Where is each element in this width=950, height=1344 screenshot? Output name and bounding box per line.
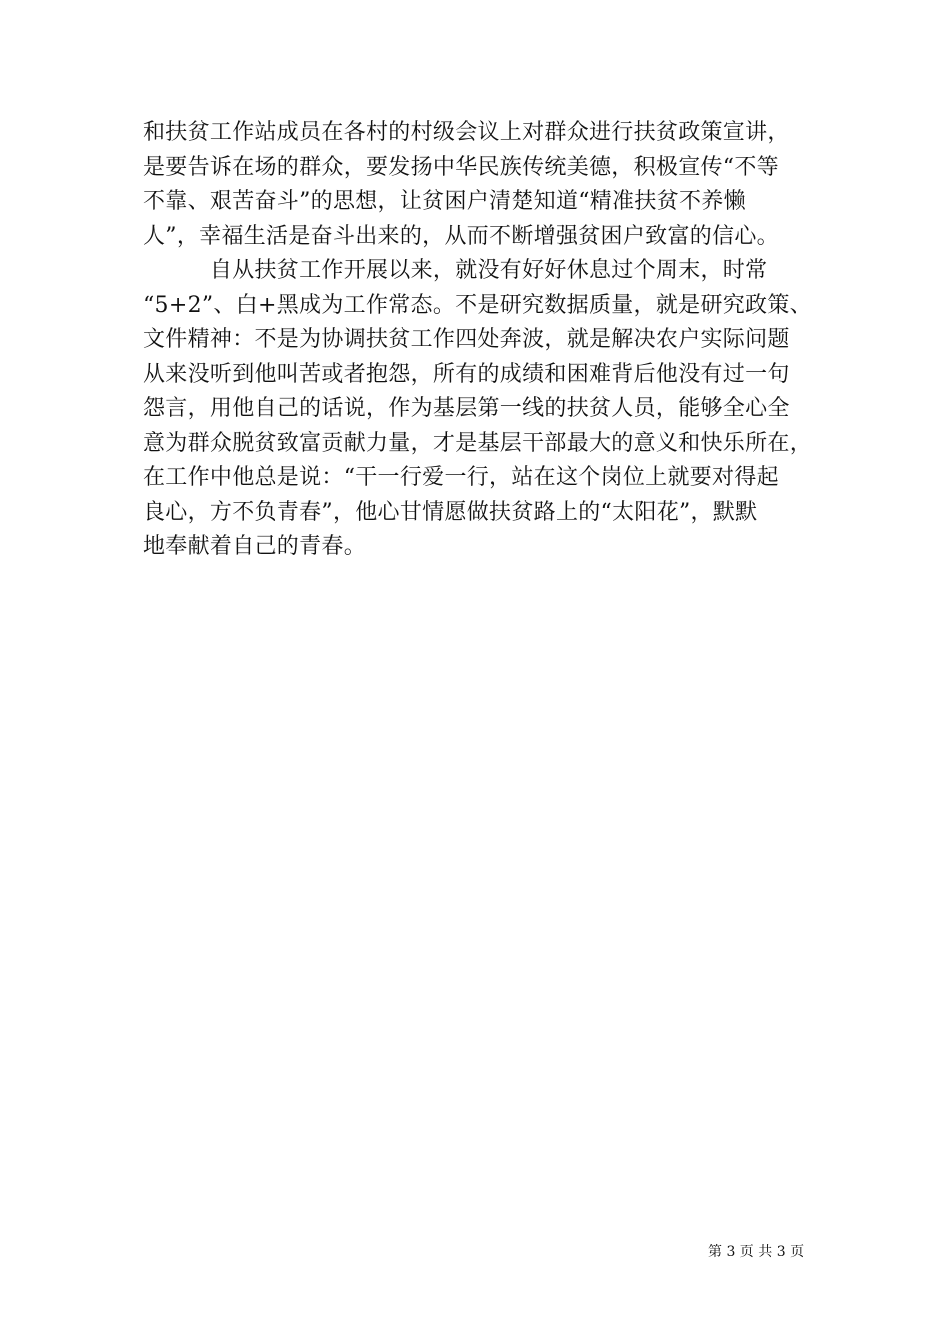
page-number: 第 3 页 共 3 页 [708, 1244, 805, 1260]
text-line: 地奉献着自己的青春。 [143, 534, 367, 559]
text-line: 良心，方不负青春”，他心甘情愿做扶贫路上的“太阳花”，默默 [143, 499, 758, 525]
text-line: 怨言，用他自己的话说，作为基层第一线的扶贫人员，能够全心全 [143, 396, 790, 421]
text-line: 是要告诉在场的群众，要发扬中华民族传统美德，积极宣传“不等 [143, 154, 779, 180]
text-line: “5+2”、白+黑成为工作常态。不是研究数据质量，就是研究政策、 [143, 292, 812, 318]
text-line: 意为群众脱贫致富贡献力量，才是基层干部最大的意义和快乐所在， [143, 430, 813, 456]
text-line: 文件精神：不是为协调扶贫工作四处奔波，就是解决农户实际问题 [143, 327, 790, 352]
text-line: 人”，幸福生活是奋斗出来的，从而不断增强贫困户致富的信心。 [143, 223, 779, 249]
text-line: 在工作中他总是说：“干一行爱一行，站在这个岗位上就要对得起 [143, 465, 779, 490]
body-text [143, 116, 823, 565]
text-line: 从来没听到他叫苦或者抱怨，所有的成绩和困难背后他没有过一句 [143, 361, 790, 387]
text-line: 和扶贫工作站成员在各村的村级会议上对群众进行扶贫政策宣讲， [143, 120, 790, 145]
text-line: 自从扶贫工作开展以来，就没有好好休息过个周末，时常 [143, 258, 768, 283]
text-line: 不靠、艰苦奋斗”的思想，让贫困户清楚知道“精准扶贫不养懒 [143, 189, 746, 214]
